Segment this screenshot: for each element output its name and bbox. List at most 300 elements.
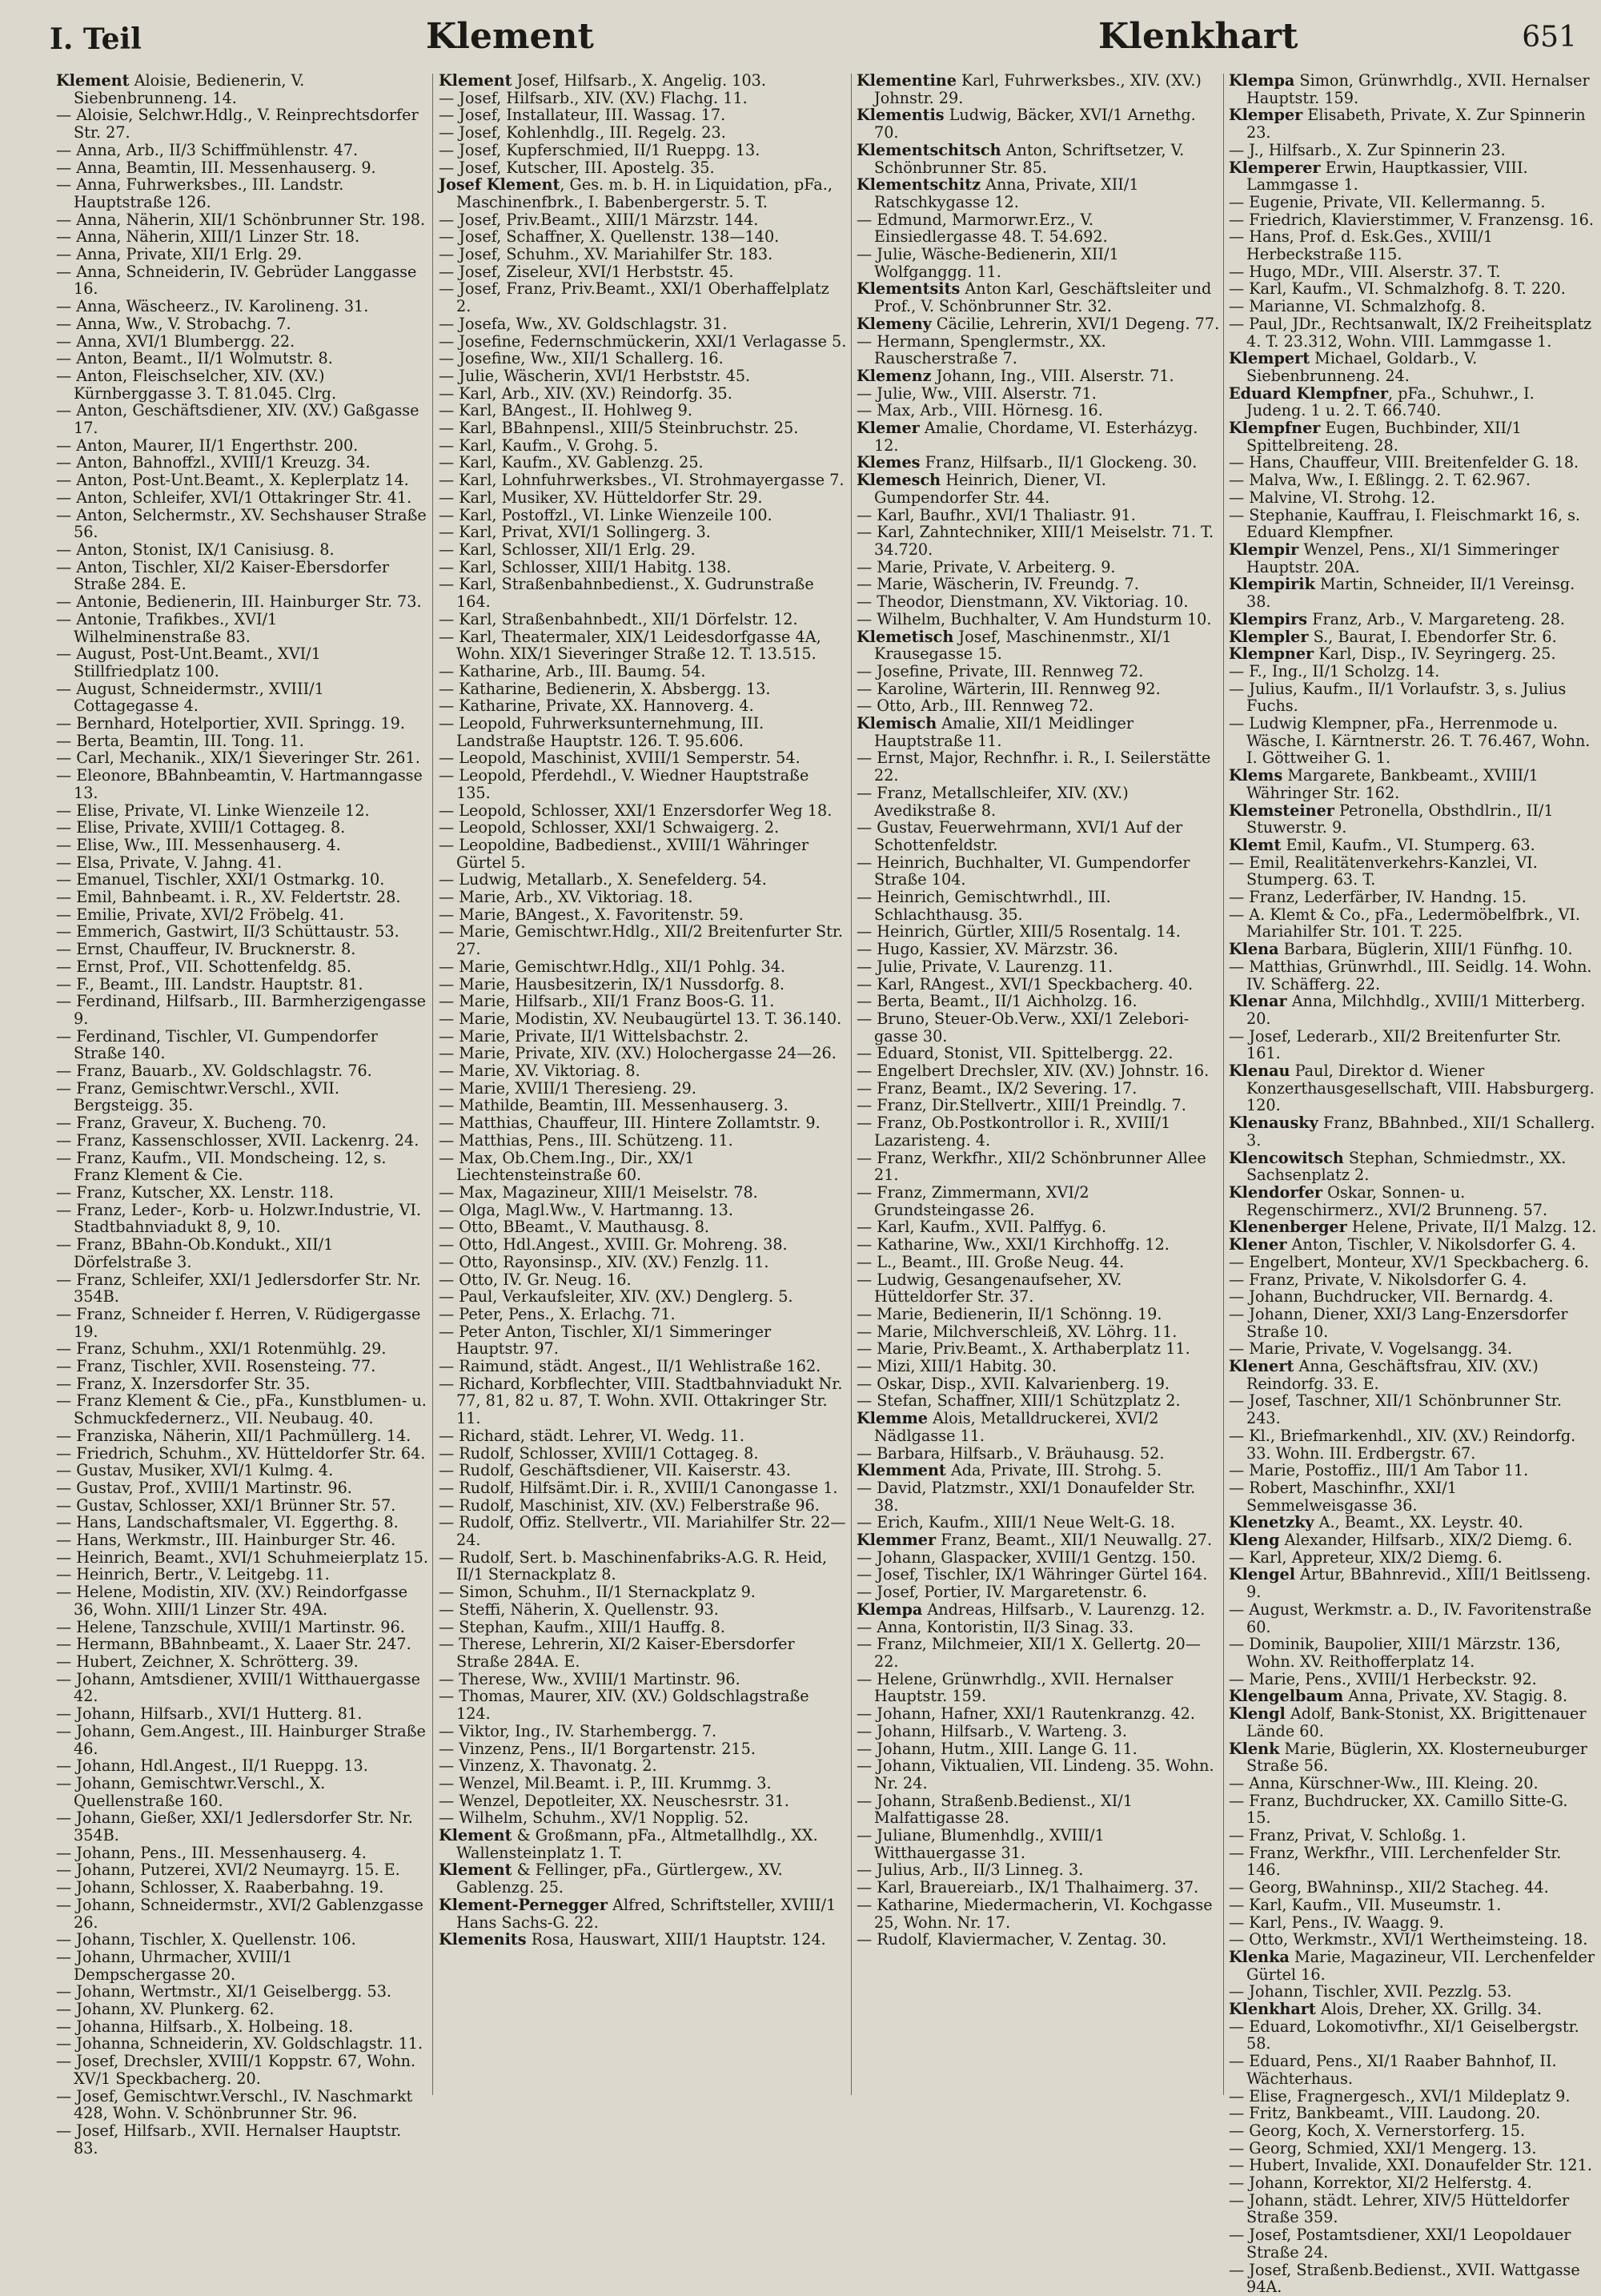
directory-entry: — Karl, Postoffzl., VI. Linke Wienzeile 100. — [439, 505, 772, 524]
directory-entry: Klempler S., Baurat, I. Ebendorfer Str. 6. — [1229, 627, 1557, 646]
directory-entry: — Hermann, Spenglermstr., XX. Rauscherstraße 7. — [857, 331, 1106, 368]
directory-entry: — Berta, Beamtin, III. Tong. 11. — [56, 731, 304, 750]
directory-entry: — Josef, Kohlenhdlg., III. Regelg. 23. — [439, 123, 726, 142]
directory-entry: — Franz, Bauarb., XV. Goldschlagstr. 76. — [56, 1062, 372, 1081]
directory-entry: — Ernst, Chauffeur, IV. Brucknerstr. 8. — [56, 940, 356, 959]
directory-entry: — Eduard, Pens., XI/1 Raaber Bahnhof, II. Wächterhaus. — [1229, 2052, 1557, 2088]
directory-entry: — Karl, Brauereiarb., IX/1 Thalhaimerg. 37. — [857, 1878, 1199, 1897]
directory-entry: — Josef, Portier, IV. Margaretenstr. 6. — [857, 1583, 1148, 1602]
directory-entry: Eduard Klempfner, pFa., Schuhwr., I. Judeng. 1 u. 2. T. 66.740. — [1229, 383, 1535, 420]
directory-entry: Klemme Alois, Metalldruckerei, XVI/2 Nädlgasse 11. — [857, 1409, 1159, 1445]
directory-entry: — Peter, Pens., X. Erlachg. 71. — [439, 1304, 676, 1323]
directory-entry: — Rudolf, Maschinist, XIV. (XV.) Felberstraße 96. — [439, 1495, 820, 1515]
directory-entry: Klempert Michael, Goldarb., V. Siebenbrunneng. 24. — [1229, 349, 1478, 385]
directory-entry: — Marie, Bedienerin, II/1 Schönng. 19. — [857, 1304, 1162, 1323]
directory-entry: — Julie, Ww., VIII. Alserstr. 71. — [857, 383, 1097, 403]
directory-entry: — Engelbert, Monteur, XV/1 Speckbacherg. 6. — [1229, 1252, 1589, 1271]
directory-entry: — Katharine, Private, XX. Hannoverg. 4. — [439, 696, 754, 716]
directory-entry: — Ludwig, Metallarb., X. Senefelderg. 54. — [439, 870, 767, 889]
directory-entry: — Engelbert Drechsler, XIV. (XV.) Johnstr. 16. — [857, 1062, 1210, 1081]
directory-entry: — Gustav, Schlosser, XXI/1 Brünner Str. 57. — [56, 1495, 396, 1515]
directory-entry: — Paul, Verkaufsleiter, XIV. (XV.) Denglerg. 5. — [439, 1287, 793, 1307]
directory-entry: — Johann, Korrektor, XI/2 Helferstg. 4. — [1229, 2174, 1532, 2193]
directory-entry: — Hermann, BBahnbeamt., X. Laaer Str. 247. — [56, 1635, 411, 1654]
directory-entry: — Josefine, Private, III. Rennweg 72. — [857, 661, 1144, 680]
directory-entry: — Franz, Lederfärber, IV. Handng. 15. — [1229, 888, 1527, 907]
directory-entry: Klemperer Erwin, Hauptkassier, VIII. Lammgasse 1. — [1229, 158, 1528, 195]
column-1 — [56, 71, 429, 2158]
directory-entry: — Matthias, Pens., III. Schützeng. 11. — [439, 1130, 733, 1150]
directory-entry: — Simon, Schuhm., II/1 Sternackplatz 9. — [439, 1583, 756, 1602]
directory-entry: — Leopold, Maschinist, XVIII/1 Semperstr. 54. — [439, 749, 800, 768]
directory-entry: — Georg, BWahninsp., XII/2 Stacheg. 44. — [1229, 1878, 1549, 1897]
directory-entry: Klempir Wenzel, Pens., XI/1 Simmeringer Hauptstr. 20A. — [1229, 540, 1559, 576]
directory-entry: — Gustav, Feuerwehrmann, XVI/1 Auf der Schottenfeldstr. — [857, 818, 1183, 854]
directory-entry: — Elsa, Private, V. Jahng. 41. — [56, 853, 283, 872]
directory-entry: Klenk Marie, Büglerin, XX. Klosterneuburger Straße 56. — [1229, 1739, 1587, 1776]
directory-entry: — Franz, Schleifer, XXI/1 Jedlersdorfer Str. Nr. 354B. — [56, 1270, 421, 1307]
directory-entry: — Marie, Private, XIV. (XV.) Holochergasse 24—26. — [439, 1044, 837, 1063]
directory-entry: — Josef, Gemischtwr.Verschl., IV. Naschmarkt 428, Wohn. V. Schönbrunner Str. 96. — [56, 2086, 413, 2123]
directory-entry: — Marie, Hausbesitzerin, IX/1 Nussdorfg. 8. — [439, 974, 785, 993]
directory-entry: — Anton, Tischler, XI/2 Kaiser-Ebersdorfer Straße 284. E. — [56, 557, 390, 594]
directory-entry: — Franz, Kassenschlosser, XVII. Lackenrg. 24. — [56, 1130, 419, 1150]
directory-entry: — Marie, XV. Viktoriag. 8. — [439, 1062, 640, 1081]
directory-entry: — Anton, Geschäftsdiener, XIV. (XV.) Gaßgasse 17. — [56, 401, 419, 438]
directory-entry: — Josef, Drechsler, XVIII/1 Koppstr. 67, Wohn. XV/1 Speckbacherg. 20. — [56, 2052, 416, 2088]
directory-entry: Klenert Anna, Geschäftsfrau, XIV. (XV.) Reindorfg. 33. E. — [1229, 1357, 1539, 1393]
directory-entry: — Johann, Straßenb.Bedienst., XI/1 Malfattigasse 28. — [857, 1791, 1133, 1828]
directory-entry: — Raimund, städt. Angest., II/1 Wehlistraße 162. — [439, 1357, 821, 1376]
directory-entry: — Johann, Putzerei, XVI/2 Neumayrg. 15. E. — [56, 1860, 400, 1880]
directory-entry: — Rudolf, Sert. b. Maschinenfabriks-A.G. R. Heid, II/1 Sternackplatz 8. — [439, 1547, 828, 1584]
directory-entry: — Karl, Musiker, XV. Hütteldorfer Str. 29. — [439, 488, 763, 507]
directory-entry: — Johann, Pens., III. Messenhauserg. 4. — [56, 1843, 367, 1862]
directory-entry: — Barbara, Hilfsarb., V. Bräuhausg. 52. — [857, 1443, 1165, 1463]
directory-entry: — Anton, Beamt., II/1 Wolmutstr. 8. — [56, 349, 333, 368]
directory-entry: — Ludwig, Gesangenaufseher, XV. Hütteldorfer Str. 37. — [857, 1270, 1122, 1307]
directory-entry: — Dominik, Baupolier, XIII/1 Märzstr. 136, Wohn. XV. Reithofferplatz 14. — [1229, 1635, 1561, 1671]
directory-entry: Klempfner Eugen, Buchbinder, XII/1 Spittelbreiteng. 28. — [1229, 419, 1522, 455]
directory-entry: Klemt Emil, Kaufm., VI. Stumperg. 63. — [1229, 835, 1535, 854]
directory-entry: — Franz, Metallschleifer, XIV. (XV.) Avedikstraße 8. — [857, 783, 1129, 820]
directory-entry: — Anna, Beamtin, III. Messenhauserg. 9. — [56, 158, 376, 177]
directory-entry: — Johann, Schneidermstr., XVI/2 Gablenzgasse 26. — [56, 1895, 423, 1932]
directory-entry: — Franz Klement & Cie., pFa., Kunstblumen- u. Schmuckfedernerz., VII. Neubaug. 40. — [56, 1391, 427, 1428]
directory-entry: — Vinzenz, X. Thavonatg. 2. — [439, 1756, 657, 1776]
directory-entry: Klemetisch Josef, Maschinenmstr., XI/1 Krausegasse 15. — [857, 627, 1172, 664]
directory-entry: — Hans, Prof. d. Esk.Ges., XVIII/1 Herbeckstraße 115. — [1229, 227, 1493, 264]
directory-entry: — Fritz, Bankbeamt., VIII. Laudong. 20. — [1229, 2104, 1541, 2123]
directory-entry: — Eduard, Stonist, VII. Spittelbergg. 22. — [857, 1044, 1174, 1063]
directory-entry: — Marie, Modistin, XV. Neubaugürtel 13. T. 36.140. — [439, 1009, 842, 1028]
directory-entry: Klencowitsch Stephan, Schmiedmstr., XX. Sachsenplatz 2. — [1229, 1148, 1567, 1185]
directory-entry: — Katharine, Ww., XXI/1 Kirchhoffg. 12. — [857, 1235, 1170, 1254]
directory-entry: — Johann, Diener, XXI/3 Lang-Enzersdorfer Straße 10. — [1229, 1304, 1568, 1341]
directory-entry: — Johanna, Schneiderin, XV. Goldschlagstr. 11. — [56, 2034, 423, 2053]
directory-entry: — Marie, Milchverschleiß, XV. Löhrg. 11. — [857, 1322, 1178, 1341]
directory-entry: — Berta, Beamt., II/1 Aichholzg. 16. — [857, 992, 1138, 1011]
directory-entry: — Johann, Hutm., XIII. Lange G. 11. — [857, 1739, 1138, 1758]
directory-entry: — Franz, Milchmeier, XII/1 X. Gellertg. 20—22. — [857, 1635, 1201, 1671]
directory-entry: — Josefine, Federnschmückerin, XXI/1 Verlagasse 5. — [439, 331, 847, 351]
directory-entry: — A. Klemt & Co., pFa., Ledermöbelfbrk., VI. Mariahilfer Str. 101. T. 225. — [1229, 905, 1581, 941]
directory-entry: — Karl, Appreteur, XIX/2 Diemg. 6. — [1229, 1547, 1503, 1567]
directory-entry: — Karl, Kaufm., VII. Museumstr. 1. — [1229, 1895, 1502, 1914]
directory-entry: — Steffi, Näherin, X. Quellenstr. 93. — [439, 1600, 719, 1619]
directory-entry: — Anton, Selchermstr., XV. Sechshauser Straße 56. — [56, 505, 427, 542]
directory-entry: — Anton, Maurer, II/1 Engerthstr. 200. — [56, 436, 359, 455]
directory-entry: Klengl Adolf, Bank-Stonist, XX. Brigittenauer Lände 60. — [1229, 1704, 1587, 1740]
directory-entry: — Ferdinand, Tischler, VI. Gumpendorfer Straße 140. — [56, 1026, 378, 1063]
directory-entry: — Karoline, Wärterin, III. Rennweg 92. — [857, 679, 1161, 698]
directory-entry: — Josef, Hilfsarb., XIV. (XV.) Flachg. 11. — [439, 88, 748, 107]
directory-entry: — Eleonore, BBahnbeamtin, V. Hartmanngasse 13. — [56, 766, 423, 802]
directory-entry: — Franz, Gemischtwr.Verschl., XVII. Bergsteigg. 35. — [56, 1078, 339, 1115]
directory-entry: — Richard, Korbflechter, VIII. Stadtbahnviadukt Nr. 77, 81, 82 u. 87, T. Wohn. XVII. Ottakringer Str. 11. — [439, 1374, 843, 1428]
directory-entry: Josef Klement, Ges. m. b. H. in Liquidation, pFa., Maschinenfbrk., I. Babenbergerstr. 5. T. — [439, 175, 833, 211]
directory-entry: — Georg, Koch, X. Vernerstorferg. 15. — [1229, 2121, 1526, 2140]
directory-entry: — Josef, Kutscher, III. Apostelg. 35. — [439, 158, 715, 177]
directory-entry: — Johann, Hdl.Angest., II/1 Rueppg. 13. — [56, 1756, 368, 1776]
directory-entry: Klemeny Cäcilie, Lehrerin, XVI/1 Degeng. 77. — [857, 314, 1220, 333]
directory-entry: — Karl, Privat, XVI/1 Sollingerg. 3. — [439, 523, 711, 542]
directory-entry: Klenausky Franz, BBahnbed., XII/1 Schallerg. 3. — [1229, 1114, 1595, 1150]
directory-entry: — Theodor, Dienstmann, XV. Viktoriag. 10. — [857, 592, 1189, 612]
directory-entry: — Franz, Schneider f. Herren, V. Rüdigergasse 19. — [56, 1304, 421, 1341]
directory-entry: — Friedrich, Schuhm., XV. Hütteldorfer Str. 64. — [56, 1443, 426, 1463]
directory-entry: Klemsteiner Petronella, Obsthdlrin., II/1 Stuwerstr. 9. — [1229, 801, 1554, 837]
directory-entry: — Anna, XVI/1 Blumbergg. 22. — [56, 331, 295, 351]
directory-entry: — Karl, Zahntechniker, XIII/1 Meiselstr. 71. T. 34.720. — [857, 523, 1214, 559]
directory-entry: Klenkhart Alois, Dreher, XX. Grillg. 34. — [1229, 2000, 1542, 2019]
directory-entry: — Johann, Tischler, X. Quellenstr. 106. — [56, 1930, 356, 1949]
directory-entry: Klempner Karl, Disp., IV. Seyringerg. 25. — [1229, 644, 1556, 664]
directory-entry: — Mathilde, Beamtin, III. Messenhauserg. 3. — [439, 1096, 788, 1115]
directory-entry: — Hubert, Invalide, XXI. Donaufelder Str. 121. — [1229, 2156, 1592, 2175]
directory-entry: — Georg, Schmied, XXI/1 Mengerg. 13. — [1229, 2138, 1537, 2158]
directory-entry: — Johann, Buchdrucker, VII. Bernardg. 4. — [1229, 1287, 1554, 1307]
directory-entry: — Thomas, Maurer, XIV. (XV.) Goldschlagstraße 124. — [439, 1687, 809, 1724]
directory-entry: — Anton, Post-Unt.Beamt., X. Keplerplatz 14. — [56, 471, 409, 490]
directory-entry: — Franz, Tischler, XVII. Rosensteing. 77. — [56, 1357, 376, 1376]
directory-entry: — Max, Magazineur, XIII/1 Meiselstr. 78. — [439, 1183, 758, 1202]
directory-entry: — Rudolf, Schlosser, XVIII/1 Cottageg. 8. — [439, 1443, 759, 1463]
directory-entry: — Elise, Ww., III. Messenhauserg. 4. — [56, 835, 341, 854]
directory-entry: — August, Werkmstr. a. D., IV. Favoritenstraße 60. — [1229, 1600, 1592, 1636]
directory-entry: — Rudolf, Geschäftsdiener, VII. Kaiserstr. 43. — [439, 1461, 791, 1480]
directory-entry: — Franz, X. Inzersdorfer Str. 35. — [56, 1374, 311, 1393]
directory-entry: Klementschitsch Anton, Schriftsetzer, V. Schönbrunner Str. 85. — [857, 140, 1185, 177]
directory-entry: — Ferdinand, Hilfsarb., III. Barmherzigengasse 9. — [56, 992, 427, 1028]
directory-entry: — Marie, XVIII/1 Theresieng. 29. — [439, 1078, 696, 1098]
directory-entry: Klementis Ludwig, Bäcker, XVI/1 Arnethg. 70. — [857, 106, 1196, 142]
directory-entry: — Johann, Gemischtwr.Verschl., X. Quellenstraße 160. — [56, 1773, 326, 1810]
column-3 — [857, 72, 1221, 2097]
directory-entry: — Richard, städt. Lehrer, VI. Wedg. 11. — [439, 1426, 744, 1445]
directory-entry: — Hans, Werkmstr., III. Hainburger Str. 46. — [56, 1531, 396, 1550]
directory-entry: Klemer Amalie, Chordame, VI. Esterházyg. 12. — [857, 419, 1198, 455]
directory-entry: Klementschitz Anna, Private, XII/1 Ratschkygasse 12. — [857, 175, 1139, 211]
directory-entry: Klena Barbara, Büglerin, XIII/1 Fünfhg. 10. — [1229, 940, 1573, 959]
directory-entry: — Hans, Landschaftsmaler, VI. Eggerthg. 8. — [56, 1513, 399, 1532]
directory-entry: — Bruno, Steuer-Ob.Verw., XXI/1 Zelebori-gasse 30. — [857, 1009, 1190, 1046]
directory-entry: Klengelbaum Anna, Private, XV. Stagig. 8. — [1229, 1687, 1568, 1706]
directory-entry: Klemes Franz, Hilfsarb., II/1 Glockeng. 30. — [857, 453, 1198, 472]
directory-entry: — Hugo, Kassier, XV. Märzstr. 36. — [857, 940, 1118, 959]
directory-entry: — Anna, Ww., V. Strobachg. 7. — [56, 314, 291, 333]
directory-entry: — Friedrich, Klavierstimmer, V. Franzensg. 16. — [1229, 210, 1594, 229]
directory-entry: — Anna, Schneiderin, IV. Gebrüder Langgasse 16. — [56, 262, 417, 299]
catchword-left: Klement — [426, 16, 594, 57]
page-header — [50, 16, 1601, 64]
directory-entry: — Marie, Private, V. Vogelsangg. 34. — [1229, 1339, 1513, 1359]
directory-entry: — Viktor, Ing., IV. Starhembergg. 7. — [439, 1721, 717, 1740]
directory-entry: — Franz, Zimmermann, XVI/2 Grundsteingasse 26. — [857, 1183, 1089, 1219]
directory-entry: — Marie, Hilfsarb., XII/1 Franz Boos-G. 11. — [439, 992, 775, 1011]
directory-entry: — Paul, JDr., Rechtsanwalt, IX/2 Freiheitsplatz 4. T. 23.312, Wohn. VIII. Lammgasse 1. — [1229, 314, 1592, 351]
directory-entry: — Aloisie, Selchwr.Hdlg., V. Reinprechtsdorfer Str. 27. — [56, 106, 419, 142]
directory-entry: — Rudolf, Offiz. Stellvertr., VII. Mariahilfer Str. 22—24. — [439, 1513, 846, 1550]
directory-entry: — Karl, Kaufm., VI. Schmalzhofg. 8. T. 220. — [1229, 279, 1566, 299]
directory-entry: — Johann, städt. Lehrer, XIV/5 Hütteldorfer Straße 359. — [1229, 2190, 1570, 2227]
directory-entry: — Anna, Fuhrwerksbes., III. Landstr. Hauptstraße 126. — [56, 175, 344, 211]
directory-entry: — Josef, Postamtsdiener, XXI/1 Leopoldauer Straße 24. — [1229, 2226, 1571, 2262]
directory-entry: — Johann, Gem.Angest., III. Hainburger Straße 46. — [56, 1721, 426, 1758]
directory-entry: — Karl, Pens., IV. Waagg. 9. — [1229, 1913, 1444, 1932]
directory-entry: — Marie, Postoffiz., III/1 Am Tabor 11. — [1229, 1461, 1529, 1480]
directory-entry: — Josefine, Ww., XII/1 Schallerg. 16. — [439, 349, 724, 368]
directory-entry: — Anna, Näherin, XIII/1 Linzer Str. 18. — [56, 227, 360, 247]
directory-entry: — Oskar, Disp., XVII. Kalvarienberg. 19. — [857, 1374, 1170, 1393]
directory-entry: Klementine Karl, Fuhrwerksbes., XIV. (XV.) Johnstr. 29. — [857, 71, 1202, 107]
directory-entry: — Wenzel, Mil.Beamt. i. P., III. Krummg. 3. — [439, 1773, 772, 1792]
directory-entry: Klempirs Franz, Arb., V. Margareteng. 28. — [1229, 609, 1566, 628]
directory-entry: — Leopold, Pferdehdl., V. Wiedner Hauptstraße 135. — [439, 766, 809, 802]
directory-entry: Klempirik Martin, Schneider, II/1 Vereinsg. 38. — [1229, 575, 1575, 612]
directory-entry: — Emmerich, Gastwirt, II/3 Schüttaustr. 53. — [56, 922, 399, 941]
directory-entry: — Marie, Arb., XV. Viktoriag. 18. — [439, 888, 693, 907]
part-label: I. Teil — [50, 22, 142, 56]
directory-entry: — Josefa, Ww., XV. Goldschlagstr. 31. — [439, 314, 728, 333]
directory-entry: — Heinrich, Gürtler, XIII/5 Rosentalg. 14. — [857, 922, 1181, 941]
directory-entry: — Matthias, Grünwrhdl., III. Seidlg. 14. Wohn. IV. Schäfferg. 22. — [1229, 957, 1592, 993]
directory-entry: — Mizi, XIII/1 Habitg. 30. — [857, 1357, 1057, 1376]
directory-entry: — Erich, Kaufm., XIII/1 Neue Welt-G. 18. — [857, 1513, 1175, 1532]
directory-entry: Klems Margarete, Bankbeamt., XVIII/1 Währinger Str. 162. — [1229, 766, 1539, 802]
directory-entry: — Marie, Priv.Beamt., X. Arthaberplatz 11. — [857, 1339, 1190, 1359]
directory-entry: Klement Aloisie, Bedienerin, V. Siebenbrunneng. 14. — [56, 71, 305, 107]
directory-entry: — Johann, Gießer, XXI/1 Jedlersdorfer Str. Nr. 354B. — [56, 1808, 413, 1845]
directory-entry: — Marianne, VI. Schmalzhofg. 8. — [1229, 297, 1486, 316]
directory-entry: — Johann, Uhrmacher, XVIII/1 Dempschergasse 20. — [56, 1947, 293, 1984]
directory-entry: — Anton, Bahnoffzl., XVIII/1 Kreuzg. 34. — [56, 453, 371, 472]
directory-entry: — August, Schneidermstr., XVIII/1 Cottagegasse 4. — [56, 679, 324, 716]
directory-entry: Klementsits Anton Karl, Geschäftsleiter und Prof., V. Schönbrunner Str. 32. — [857, 279, 1212, 316]
directory-entry: — Franz, Graveur, X. Bucheng. 70. — [56, 1114, 327, 1133]
directory-entry: — Johann, XV. Plunkerg. 62. — [56, 2000, 275, 2019]
directory-entry: — Johann, Hafner, XXI/1 Rautenkranzg. 42. — [857, 1704, 1195, 1724]
directory-entry: — Karl, Kaufm., V. Grohg. 5. — [439, 436, 659, 455]
directory-entry: — Helene, Tanzschule, XVIII/1 Martinstr. 96. — [56, 1617, 405, 1636]
directory-entry: Kleng Alexander, Hilfsarb., XIX/2 Diemg. 6. — [1229, 1531, 1573, 1550]
directory-entry: — Johann, Tischler, XVII. Pezzlg. 53. — [1229, 1982, 1512, 2001]
directory-entry: Klement-Pernegger Alfred, Schriftsteller, XVIII/1 Hans Sachs-G. 22. — [439, 1895, 837, 1932]
directory-entry: — Josef, Hilfsarb., XVII. Hernalser Hauptstr. 83. — [56, 2121, 402, 2158]
directory-entry: Klemisch Amalie, XII/1 Meidlinger Hauptstraße 11. — [857, 714, 1134, 750]
directory-entry: Klemment Ada, Private, III. Strohg. 5. — [857, 1461, 1162, 1480]
directory-entry: — Julie, Wäscherin, XVI/1 Herbststr. 45. — [439, 366, 751, 385]
directory-entry: — Ernst, Prof., VII. Schottenfeldg. 85. — [56, 957, 351, 976]
directory-entry: — Josef, Schuhm., XV. Mariahilfer Str. 183. — [439, 245, 773, 264]
directory-entry: — Gustav, Prof., XVIII/1 Martinstr. 96. — [56, 1478, 352, 1497]
directory-entry: Klemmer Franz, Beamt., XII/1 Neuwallg. 27. — [857, 1531, 1213, 1550]
directory-entry: — Franz, Schuhm., XXI/1 Rotenmühlg. 29. — [56, 1339, 387, 1359]
directory-entry: — Marie, Private, V. Arbeiterg. 9. — [857, 557, 1116, 576]
directory-entry: — Katharine, Bedienerin, X. Absbergg. 13. — [439, 679, 771, 698]
directory-entry: — Heinrich, Beamt., XVI/1 Schuhmeierplatz 15. — [56, 1547, 428, 1567]
directory-entry: — Katharine, Miedermacherin, VI. Kochgasse 25, Wohn. Nr. 17. — [857, 1895, 1213, 1932]
directory-entry: — Emanuel, Tischler, XXI/1 Ostmarkg. 10. — [56, 870, 385, 889]
directory-entry: — Marie, Wäscherin, IV. Freundg. 7. — [857, 575, 1139, 594]
directory-entry: — Franz, Kaufm., VII. Mondscheing. 12, s. Franz Klement & Cie. — [56, 1148, 387, 1185]
directory-entry: — Karl, Kaufm., XVII. Palffyg. 6. — [857, 1218, 1107, 1237]
directory-entry: — Anton, Schleifer, XVI/1 Ottakringer Str. 41. — [56, 488, 412, 507]
directory-entry: — Bernhard, Hotelportier, XVII. Springg. 19. — [56, 714, 405, 733]
directory-entry: — Helene, Grünwrhdlg., XVII. Hernalser Hauptstr. 159. — [857, 1669, 1174, 1706]
directory-entry: — Karl, BBahnpensl., XIII/5 Steinbruchstr. 25. — [439, 419, 799, 438]
directory-entry: — Johanna, Hilfsarb., X. Holbeing. 18. — [56, 2017, 354, 2036]
directory-entry: — Josef, Schaffner, X. Quellenstr. 138—140. — [439, 227, 780, 247]
directory-entry: — Karl, Schlosser, XII/1 Erlg. 29. — [439, 540, 696, 559]
directory-entry: — Franz, Dir.Stellvertr., XIII/1 Preindlg. 7. — [857, 1096, 1186, 1115]
directory-entry: — Karl, Kaufm., XV. Gablenzg. 25. — [439, 453, 704, 472]
directory-entry: — Anton, Fleischselcher, XIV. (XV.) Kürnberggasse 3. T. 81.045. Clrg. — [56, 366, 337, 403]
directory-entry: — Josef, Installateur, III. Wassag. 17. — [439, 106, 726, 125]
directory-entry: — Karl, RAngest., XVI/1 Speckbacherg. 40. — [857, 974, 1194, 993]
directory-entry: Klempa Simon, Grünwrhdlg., XVII. Hernalser Hauptstr. 159. — [1229, 71, 1590, 107]
directory-entry: — Katharine, Arb., III. Baumg. 54. — [439, 661, 706, 680]
directory-entry: — Josef, Taschner, XII/1 Schönbrunner Str. 243. — [1229, 1391, 1562, 1428]
directory-entry: — Johann, Hilfsarb., XVI/1 Hutterg. 81. — [56, 1704, 363, 1724]
directory-entry: — L., Beamt., III. Große Neug. 44. — [857, 1252, 1125, 1271]
directory-entry: — Franziska, Näherin, XII/1 Pachmüllerg. 14. — [56, 1426, 411, 1445]
directory-entry: — Johann, Viktualien, VII. Lindeng. 35. Wohn. Nr. 24. — [857, 1756, 1214, 1792]
directory-entry: Klement & Fellinger, pFa., Gürtlergew., XV. Gablenzg. 25. — [439, 1860, 783, 1897]
directory-entry: Klenka Marie, Magazineur, VII. Lerchenfelder Gürtel 16. — [1229, 1947, 1595, 1984]
directory-entry: — Otto, Arb., III. Rennweg 72. — [857, 696, 1093, 716]
directory-entry: — Karl, Straßenbahnbedienst., X. Gudrunstraße 164. — [439, 575, 814, 612]
directory-entry: — Josef, Tischler, IX/1 Währinger Gürtel 164. — [857, 1565, 1208, 1584]
directory-entry: — Heinrich, Gemischtwrhdl., III. Schlachthausg. 35. — [857, 888, 1111, 924]
directory-entry: — Josef, Ziseleur, XVI/1 Herbststr. 45. — [439, 262, 734, 281]
directory-entry: — J., Hilfsarb., X. Zur Spinnerin 23. — [1229, 140, 1506, 159]
directory-entry: — Josef, Priv.Beamt., XIII/1 Märzstr. 144. — [439, 210, 759, 229]
directory-entry: — Malvine, VI. Strohg. 12. — [1229, 488, 1435, 507]
directory-entry: — Ludwig Klempner, pFa., Herrenmode u. Wäsche, I. Kärntnerstr. 26. T. 76.467, Wohn. I. Göttweiher G. 1. — [1229, 714, 1591, 768]
directory-entry: — Emil, Bahnbeamt. i. R., XV. Feldertstr. 28. — [56, 888, 401, 907]
directory-entry: — Franz, Ob.Postkontrollor i. R., XVIII/1 Lazaristeng. 4. — [857, 1114, 1171, 1150]
directory-entry: Klemesch Heinrich, Diener, VI. Gumpendorfer Str. 44. — [857, 471, 1106, 507]
directory-entry: — Rudolf, Klaviermacher, V. Zentag. 30. — [857, 1930, 1167, 1949]
directory-entry: — Antonie, Bedienerin, III. Hainburger Str. 73. — [56, 592, 422, 612]
directory-entry: — Anna, Private, XII/1 Erlg. 29. — [56, 245, 303, 264]
directory-entry: — Julie, Private, V. Laurenzg. 11. — [857, 957, 1113, 976]
directory-entry: — Johann, Glaspacker, XVIII/1 Gentzg. 150. — [857, 1547, 1196, 1567]
directory-entry: Klement & Großmann, pFa., Altmetallhdlg., XX. Wallensteinplatz 1. T. — [439, 1826, 818, 1862]
directory-entry: — Josef, Kupferschmied, II/1 Rueppg. 13. — [439, 140, 760, 159]
directory-entry: — Ernst, Major, Rechnfhr. i. R., I. Seilerstätte 22. — [857, 749, 1211, 785]
directory-entry: — Karl, Schlosser, XIII/1 Habitg. 138. — [439, 557, 732, 576]
directory-entry: — Johann, Schlosser, X. Raaberbahng. 19. — [56, 1878, 384, 1897]
directory-entry: — Otto, BBeamt., V. Mauthausg. 8. — [439, 1218, 710, 1237]
directory-entry: — Marie, Gemischtwr.Hdlg., XII/1 Pohlg. 34. — [439, 957, 785, 976]
directory-entry: Klemenits Rosa, Hauswart, XIII/1 Hauptstr. 124. — [439, 1930, 826, 1949]
catchword-right: Klenkhart — [1098, 16, 1298, 57]
directory-entry: Klengel Artur, BBahnrevid., XIII/1 Beitlsseng. 9. — [1229, 1565, 1591, 1602]
directory-entry: — Emil, Realitätenverkehrs-Kanzlei, VI. Stumperg. 63. T. — [1229, 853, 1538, 889]
directory-entry: — Karl, Lohnfuhrwerksbes., VI. Strohmayergasse 7. — [439, 471, 845, 490]
directory-entry: — Otto, Hdl.Angest., XVIII. Gr. Mohreng. 38. — [439, 1235, 788, 1254]
directory-entry: — Leopoldine, Badbedienst., XVIII/1 Währinger Gürtel 5. — [439, 835, 809, 872]
directory-entry: — Hugo, MDr., VIII. Alserstr. 37. T. — [1229, 262, 1501, 281]
directory-entry: — Anna, Arb., II/3 Schiffmühlenstr. 47. — [56, 140, 359, 159]
directory-entry: — Marie, Gemischtwr.Hdlg., XII/2 Breitenfurter Str. 27. — [439, 922, 843, 959]
directory-entry: — Hubert, Zeichner, X. Schrötterg. 39. — [56, 1652, 359, 1671]
directory-entry: — Olga, Magl.Ww., V. Hartmanng. 13. — [439, 1200, 733, 1219]
directory-entry: — David, Platzmstr., XXI/1 Donaufelder Str. 38. — [857, 1478, 1196, 1515]
directory-entry: — Julius, Kaufm., II/1 Vorlaufstr. 3, s. Julius Fuchs. — [1229, 679, 1567, 716]
directory-entry: — Heinrich, Buchhalter, VI. Gumpendorfer Straße 104. — [857, 853, 1190, 889]
directory-entry: — Wilhelm, Schuhm., XV/1 Nopplig. 52. — [439, 1808, 749, 1828]
directory-entry: — Stefan, Schaffner, XIII/1 Schützplatz 2. — [857, 1391, 1181, 1411]
directory-entry: — Peter Anton, Tischler, XI/1 Simmeringer Hauptstr. 97. — [439, 1322, 772, 1359]
directory-entry: — Anna, Kürschner-Ww., III. Kleing. 20. — [1229, 1773, 1539, 1792]
directory-entry: — Juliane, Blumenhdlg., XVIII/1 Witthauergasse 31. — [857, 1826, 1105, 1862]
directory-entry: — Franz, Leder-, Korb- u. Holzwr.Industrie, VI. Stadtbahnviadukt 8, 9, 10. — [56, 1200, 422, 1237]
directory-entry: — Wilhelm, Buchhalter, V. Am Hundsturm 10. — [857, 609, 1212, 628]
directory-entry: — Hans, Chauffeur, VIII. Breitenfelder G. 18. — [1229, 453, 1579, 472]
directory-entry: — Heinrich, Bertr., V. Leitgebg. 11. — [56, 1565, 330, 1584]
directory-entry: — Franz, BBahn-Ob.Kondukt., XII/1 Dörfelstraße 3. — [56, 1235, 334, 1271]
directory-entry: — Johann, Amtsdiener, XVIII/1 Witthauergasse 42. — [56, 1669, 421, 1706]
directory-entry: — Karl, Theatermaler, XIX/1 Leidesdorfgasse 4A, Wohn. XIX/1 Sieveringer Straße 12. T. 13.515. — [439, 627, 821, 664]
directory-entry: — Max, Ob.Chem.Ing., Dir., XX/1 Liechtensteinstraße 60. — [439, 1148, 695, 1185]
directory-entry: — Edmund, Marmorwr.Erz., V. Einsiedlergasse 48. T. 54.692. — [857, 210, 1108, 247]
directory-entry: — Otto, IV. Gr. Neug. 16. — [439, 1270, 632, 1289]
directory-entry: — Johann, Hilfsarb., V. Warteng. 3. — [857, 1721, 1127, 1740]
directory-entry: — Josef, Franz, Priv.Beamt., XXI/1 Oberhaffelplatz 2. — [439, 279, 829, 316]
directory-entry: — Wenzel, Depotleiter, XX. Neuschesrstr. 31. — [439, 1791, 789, 1810]
directory-entry: — Eugenie, Private, VII. Kellermanng. 5. — [1229, 192, 1546, 211]
directory-entry: — Matthias, Chauffeur, III. Hintere Zollamtstr. 9. — [439, 1114, 821, 1133]
directory-entry: — Helene, Modistin, XIV. (XV.) Reindorfgasse 36, Wohn. XIII/1 Linzer Str. 49A. — [56, 1583, 408, 1619]
directory-entry: — Franz, Werkfhr., XII/2 Schönbrunner Allee 21. — [857, 1148, 1206, 1185]
directory-entry: — Franz, Beamt., IX/2 Severing. 17. — [857, 1078, 1138, 1098]
directory-entry: — Franz, Werkfhr., VIII. Lerchenfelder Str. 146. — [1229, 1843, 1562, 1880]
directory-entry: Klempa Andreas, Hilfsarb., V. Laurenzg. 12. — [857, 1600, 1206, 1619]
directory-entry: — Franz, Kutscher, XX. Lenstr. 118. — [56, 1183, 334, 1202]
directory-entry: — Elise, Private, VI. Linke Wienzeile 12. — [56, 801, 370, 820]
directory-entry: — Anna, Wäscheerz., IV. Karolineng. 31. — [56, 297, 369, 316]
directory-entry: Klement Josef, Hilfsarb., X. Angelig. 103. — [439, 71, 766, 90]
directory-entry: — Max, Arb., VIII. Hörnesg. 16. — [857, 401, 1103, 420]
directory-entry: — F., Ing., II/1 Scholzg. 14. — [1229, 661, 1440, 680]
directory-entry: — Eduard, Lokomotivfhr., XI/1 Geiselbergstr. 58. — [1229, 2017, 1579, 2053]
directory-entry: — Karl, Baufhr., XVI/1 Thaliastr. 91. — [857, 505, 1136, 524]
directory-entry: — Robert, Maschinfhr., XXI/1 Semmelweisgasse 36. — [1229, 1478, 1457, 1515]
directory-columns — [56, 71, 1597, 2296]
